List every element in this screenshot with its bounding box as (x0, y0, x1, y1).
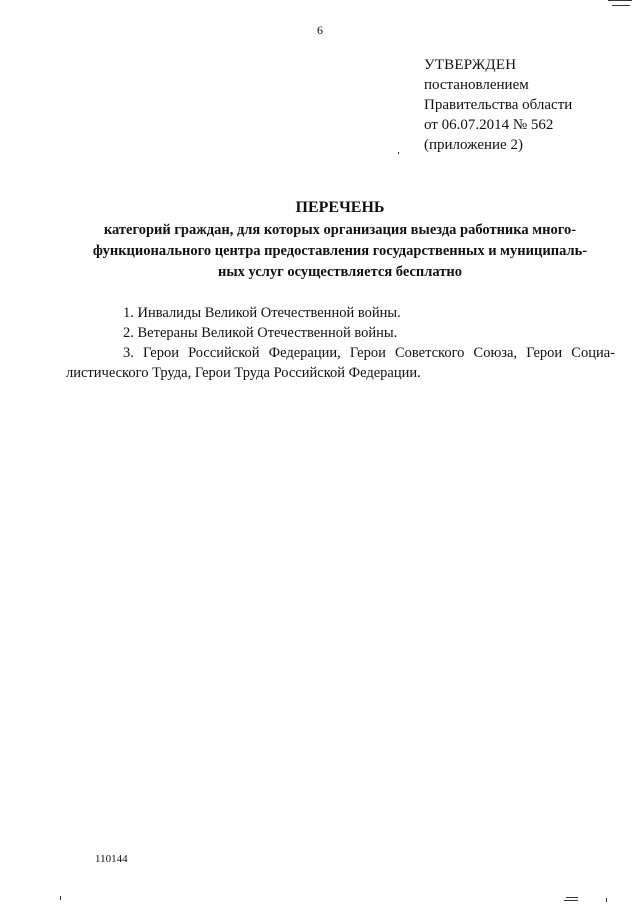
scan-mark-bottom-right (606, 898, 607, 902)
approval-line: Правительства области (424, 97, 573, 113)
scan-mark-top-right (612, 5, 630, 6)
document-code: 110144 (95, 853, 128, 865)
approval-stamp (424, 55, 624, 155)
category-list (66, 303, 615, 383)
list-item: 1. Инвалиды Великой Отечественной войны. (123, 305, 401, 321)
list-item: 2. Ветераны Великой Отечественной войны. (123, 325, 398, 341)
document-subtitle-line: категорий граждан, для которых организация выезда работника много- (103, 222, 577, 238)
scan-mark-bottom-right (566, 897, 578, 898)
approval-line: от 06.07.2014 № 562 (424, 117, 554, 133)
approval-line: (приложение 2) (424, 137, 523, 153)
approval-line: постановлением (424, 77, 529, 93)
list-item: 3. Герои Российской Федерации, Герои Советского Союза, Герои Социа- (123, 345, 615, 361)
document-title-block (70, 198, 610, 283)
approval-heading: УТВЕРЖДЕН (424, 57, 517, 73)
document-title: ПЕРЕЧЕНЬ (295, 199, 385, 216)
page-number: 6 (317, 23, 323, 37)
scan-mark-dot (398, 152, 399, 154)
list-item-continuation: листического Труда, Герои Труда Российской Федерации. (66, 365, 421, 381)
scan-mark-top-right (608, 0, 632, 1)
scan-mark-bottom-right (564, 900, 578, 901)
document-subtitle-line: ных услуг осуществляется бесплатно (217, 264, 462, 280)
scan-mark-bottom-left (60, 896, 61, 900)
document-subtitle-line: функционального центра предоставления государственных и муниципаль- (92, 243, 588, 259)
